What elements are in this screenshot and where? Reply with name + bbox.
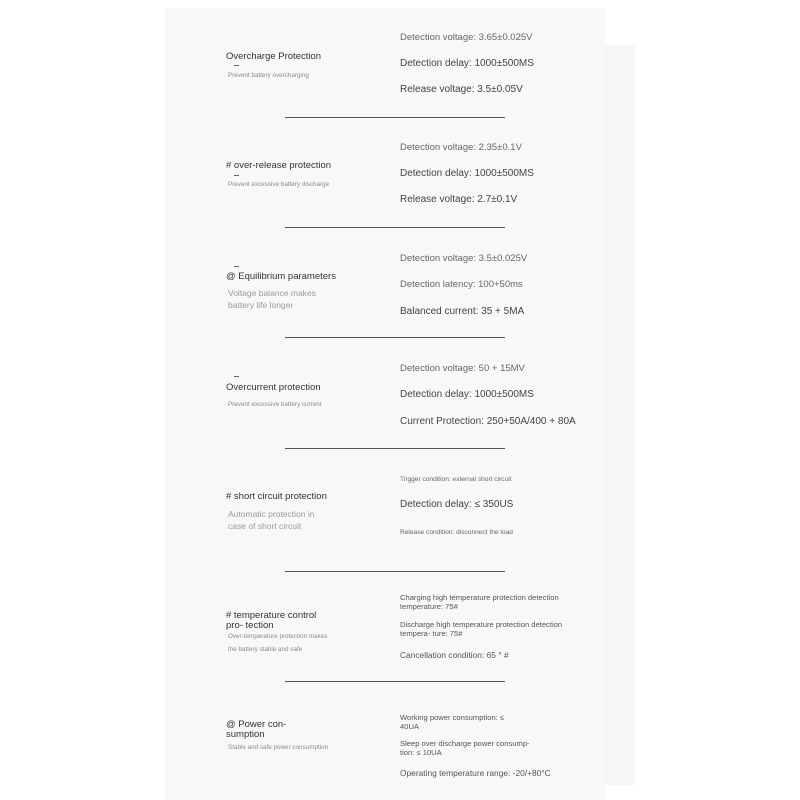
spec-cancellation: Cancellation condition: 65 ° # [400,650,509,660]
section-title: # temperature control pro- tection [226,610,317,631]
section-title: # short circuit protection [226,491,327,502]
spec-detection-delay: Detection delay: 1000±500MS [400,389,534,400]
section-title: @ Equilibrium parameters [226,271,336,282]
spec-sleep-power: Sleep over discharge power consump- tion: ≤ 10UA [400,739,530,757]
section-title: Overcharge Protection [226,51,322,62]
spec-detection-voltage: Detection voltage: 3.5±0.025V [400,253,528,264]
section-title: Overcurrent protection [226,382,321,393]
spec-balanced-current: Balanced current: 35 + 5MA [400,306,525,317]
spec-detection-delay: Detection delay: ≤ 350US [400,499,514,510]
spec-discharge-temp: Discharge high temperature protection detection tempera- ture: 75# [400,620,563,638]
spec-release-voltage: Release voltage: 3.5±0.05V [400,84,523,95]
section-subtitle: Prevent excessive battery current [228,401,322,408]
spec-current-protection: Current Protection: 250+50A/400 + 80A [400,416,576,427]
title-overline [234,266,239,267]
background-strip [605,45,635,785]
section-divider [285,448,505,449]
section-divider [285,681,505,682]
section-subtitle: Over-temperature protection makes the battery stable and safe [228,633,328,653]
spec-detection-voltage: Detection voltage: 3.65±0.025V [400,32,533,43]
spec-trigger-condition: Trigger condition: external short circuit [400,476,512,483]
spec-detection-delay: Detection delay: 1000±500MS [400,168,534,179]
spec-detection-latency: Detection latency: 100+50ms [400,279,523,290]
section-subtitle: Stable and safe power consumption [228,744,329,751]
spec-detection-delay: Detection delay: 1000±500MS [400,58,534,69]
section-subtitle: Prevent battery overcharging [228,72,309,79]
spec-release-condition: Release condition: disconnect the load [400,529,513,536]
section-divider [285,227,505,228]
section-subtitle: Voltage balance makes battery life longer [228,288,316,310]
title-underline [234,65,239,66]
spec-detection-voltage: Detection voltage: 2.35±0.1V [400,142,522,153]
section-subtitle: Prevent excessive battery discharge [228,181,330,188]
section-title: @ Power con- sumption [226,719,287,740]
title-underline [234,175,239,176]
section-divider [285,117,505,118]
section-title: # over-release protection [226,160,332,171]
spec-working-power: Working power consumption: ≤ 40UA [400,713,505,731]
spec-operating-temp: Operating temperature range: -20/+80°C [400,768,551,778]
spec-charging-temp: Charging high temperature protection detection temperature: 75# [400,593,559,611]
title-overline [234,376,239,377]
section-divider [285,571,505,572]
spec-release-voltage: Release voltage: 2.7±0.1V [400,194,518,205]
section-subtitle: Automatic protection in case of short circuit [228,509,315,531]
spec-detection-voltage: Detection voltage: 50 + 15MV [400,363,525,374]
section-divider [285,337,505,338]
